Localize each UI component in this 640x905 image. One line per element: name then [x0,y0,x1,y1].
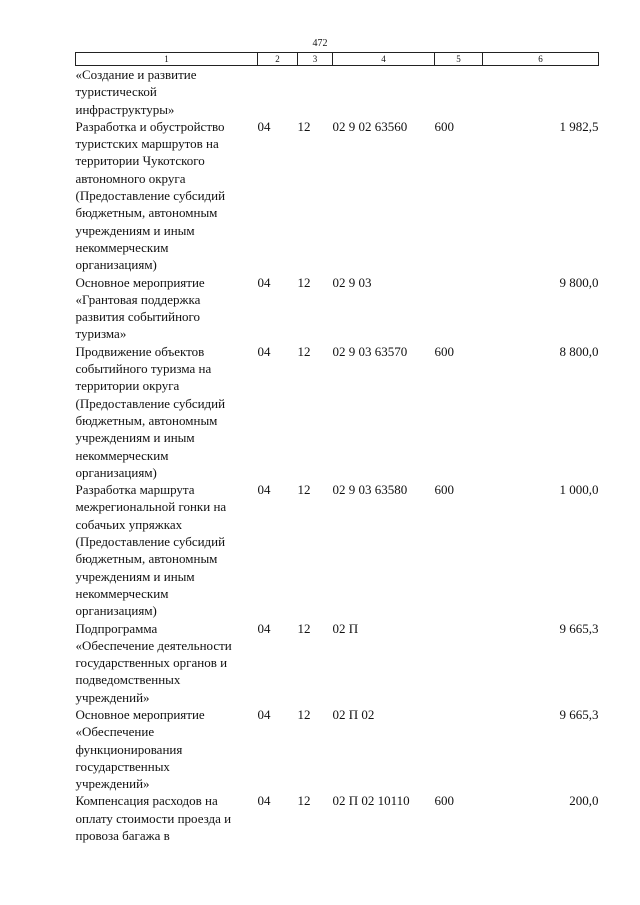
item-name-line: межрегиональной гонки на [75,499,227,515]
item-name-line: «Обеспечение деятельности [75,637,232,653]
item-name-cell [76,343,258,481]
table-row [76,343,599,481]
item-name-line: «Грантовая поддержка [75,291,201,307]
item-name-line: некоммерческим [75,585,169,601]
item-name-line: подведомственных [75,672,181,688]
item-name-line: туристских маршрутов на [75,136,219,152]
item-name-line: собачьих упряжках [75,516,183,532]
item-name-line: учреждениям и иным [75,568,195,584]
item-name-line: Основное мероприятие [75,274,205,290]
item-name-line: Разработка и обустройство [75,118,225,134]
item-name-cell [76,620,258,706]
subsection-code-cell: 12 [297,274,311,290]
expense-type-cell: 600 [434,343,454,359]
table-row [76,274,599,343]
item-name-cell [76,706,258,792]
section-code-cell: 04 [257,706,271,722]
subsection-code-cell: 12 [297,343,311,359]
item-name-line: учреждениям и иным [75,430,195,446]
item-name-line: учреждений» [75,689,150,705]
item-name-line: «Создание и развитие [75,67,197,82]
item-name-line: Разработка маршрута [75,482,195,498]
item-name-line: (Предоставление субсидий [75,395,226,411]
item-name-line: государственных [75,758,170,774]
target-article-cell: 02 П 02 10110 [332,793,410,809]
column-number-2: 2 [258,53,298,66]
target-article-cell: 02 П 02 [332,706,375,722]
target-article-cell: 02 9 03 63570 [332,343,408,359]
expense-type-cell [435,274,483,343]
item-name-cell [76,66,258,118]
item-name-line: некоммерческим [75,239,169,255]
budget-table [75,52,599,844]
amount-cell: 9 800,0 [559,274,599,290]
section-code-cell [258,66,298,118]
item-name-line: бюджетным, автономным [75,205,218,221]
table-row [76,706,599,792]
amount-cell: 1 000,0 [559,482,599,498]
item-name-line: территории Чукотского [75,153,205,169]
item-name-line: территории округа [75,378,180,394]
item-name-line: Основное мероприятие [75,706,205,722]
amount-cell: 9 665,3 [559,706,599,722]
target-article-cell [333,66,435,118]
item-name-line: бюджетным, автономным [75,551,218,567]
item-name-line: (Предоставление субсидий [75,534,226,550]
item-name-line: туристической [75,84,157,100]
item-name-line: оплату стоимости проезда и [75,810,232,826]
target-article-cell: 02 9 03 63580 [332,482,408,498]
section-code-cell: 04 [257,274,271,290]
subsection-code-cell: 12 [297,482,311,498]
section-code-cell: 04 [257,118,271,134]
item-name-line: событийного туризма на [75,361,212,377]
target-article-cell: 02 П [332,620,359,636]
item-name-line: (Предоставление субсидий [75,188,226,204]
subsection-code-cell: 12 [297,620,311,636]
item-name-line: Подпрограмма [75,620,158,636]
item-name-line: государственных органов и [75,655,228,671]
subsection-code-cell: 12 [297,706,311,722]
column-number-header-row [76,53,599,66]
amount-cell: 200,0 [569,793,599,809]
table-row [76,66,599,118]
page-number: 472 [312,38,328,49]
item-name-line: Продвижение объектов [75,343,205,359]
item-name-line: автономного округа [75,170,186,186]
column-number-5: 5 [435,53,483,66]
item-name-line: некоммерческим [75,447,169,463]
item-name-line: «Обеспечение [75,724,155,740]
expense-type-cell: 600 [434,118,454,134]
item-name-line: учреждениям и иным [75,222,195,238]
expense-type-cell [435,706,483,792]
target-article-cell: 02 9 02 63560 [332,118,408,134]
subsection-code-cell [298,66,333,118]
expense-type-cell [435,66,483,118]
section-code-cell: 04 [257,793,271,809]
item-name-line: учреждений» [75,776,150,792]
item-name-cell [76,792,258,844]
expense-type-cell: 600 [434,482,454,498]
section-code-cell: 04 [257,620,271,636]
amount-cell: 1 982,5 [559,118,599,134]
section-code-cell: 04 [257,482,271,498]
item-name-line: Компенсация расходов на [75,793,218,809]
item-name-line: функционирования [75,741,183,757]
item-name-line: организациям) [75,603,157,619]
subsection-code-cell: 12 [297,118,311,134]
item-name-line: развития событийного [75,309,201,325]
column-number-3: 3 [298,53,333,66]
table-row [76,620,599,706]
target-article-cell: 02 9 03 [332,274,372,290]
table-body [76,66,599,845]
item-name-line: инфраструктуры» [75,101,175,117]
item-name-cell [76,274,258,343]
subsection-code-cell: 12 [297,793,311,809]
amount-cell [483,66,599,118]
item-name-cell [76,118,258,274]
amount-cell: 8 800,0 [559,343,599,359]
expense-type-cell: 600 [434,793,454,809]
table-row [76,792,599,844]
table-row [76,118,599,274]
item-name-line: провоза багажа в [75,828,170,844]
item-name-cell [76,481,258,619]
expense-type-cell [435,620,483,706]
item-name-line: организациям) [75,464,157,480]
item-name-line: бюджетным, автономным [75,412,218,428]
table-row [76,481,599,619]
column-number-6: 6 [483,53,599,66]
column-number-1: 1 [76,53,258,66]
item-name-line: организациям) [75,257,157,273]
column-number-4: 4 [333,53,435,66]
item-name-line: туризма» [75,326,127,342]
section-code-cell: 04 [257,343,271,359]
amount-cell: 9 665,3 [559,620,599,636]
